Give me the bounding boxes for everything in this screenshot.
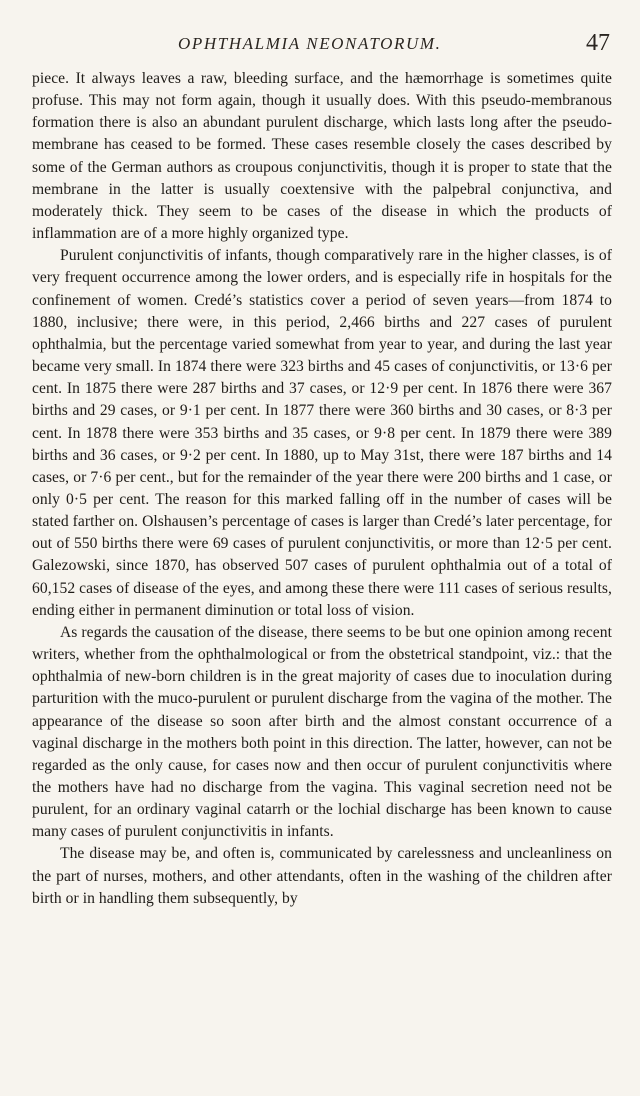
paragraph: Purulent conjunctivitis of infants, though comparatively rare in the higher classes, is of very frequent occurrence among the lower orders, and is especially rife in hospitals for the confinement of women. Credé’s statistics cover a period of seven years—from 1874 to 1880, inclusive; there were, in this period, 2,466 births and 227 cases of purulent ophthalmia, but the percentage varied somewhat from year to year, and during the last year became very small. In 1874 there were 323 births and 45 cases of conjunctivitis, or 13·6 per cent. In 1875 there were 287 births and 37 cases, or 12·9 per cent. In 1876 there were 367 births and 29 cases, or 9·1 per cent. In 1877 there were 360 births and 30 cases, or 8·3 per cent. In 1878 there were 353 births and 35 cases, or 9·8 per cent. In 1879 there were 389 births and 36 cases, or 9·2 per cent. In 1880, up to May 31st, there were 187 births and 14 cases, or 7·6 per cent., but for the remainder of the year there were 200 births and 1 case, or only 0·5 per cent. The reason for this marked falling off in the number of cases will be stated farther on. Olshausen’s percentage of cases is larger than Credé’s later percentage, for out of 550 births there were 69 cases of purulent conjunctivitis, or more than 12·5 per cent. Galezowski, since 1870, has observed 507 cases of purulent ophthalmia out of a total of 60,152 cases of disease of the eyes, and among these there were 111 cases of serious results, ending either in permanent diminution or total loss of vision.	[32, 247, 612, 619]
paragraph: The disease may be, and often is, communicated by carelessness and uncleanliness on the part of nurses, mothers, and other attendants, often in the washing of the children after birth or in handling them subsequently, by	[32, 845, 612, 907]
running-title: OPHTHALMIA NEONATORUM.	[178, 34, 442, 53]
body-text	[32, 68, 612, 910]
running-head	[0, 30, 640, 60]
page-number: 47	[586, 30, 610, 56]
paragraph: As regards the causation of the disease, there seems to be but one opinion among recent writers, whether from the ophthalmological or from the obstetrical standpoint, viz.: that the ophthalmia of new-born children is in the great majority of cases due to inoculation during parturition with the muco-purulent or purulent discharge from the vagina of the mother. The appearance of the disease so soon after birth and the almost constant occurrence of a vaginal discharge in the mothers both point in this direction. The latter, however, can not be regarded as the only cause, for cases now and then occur of purulent conjunctivitis where the mothers have had no discharge from the vagina. This vaginal secretion need not be purulent, for an ordinary vaginal catarrh or the lochial discharge has been known to cause many cases of purulent conjunctivitis in infants.	[32, 623, 612, 841]
paragraph-continued: piece. It always leaves a raw, bleeding surface, and the hæmorrhage is sometimes quite profuse. This may not form again, though it usually does. With this pseudo-membranous formation there is also an abundant purulent discharge, which lasts long after the pseudo-membrane has ceased to be formed. These cases resemble closely the cases described by some of the German authors as croupous conjunctivitis, though it is proper to state that the membrane in the latter is usually coextensive with the palpebral conjunctiva, and moderately thick. They seem to be cases of the disease in which the products of inflammation are of a more highly organized type.	[32, 70, 612, 243]
